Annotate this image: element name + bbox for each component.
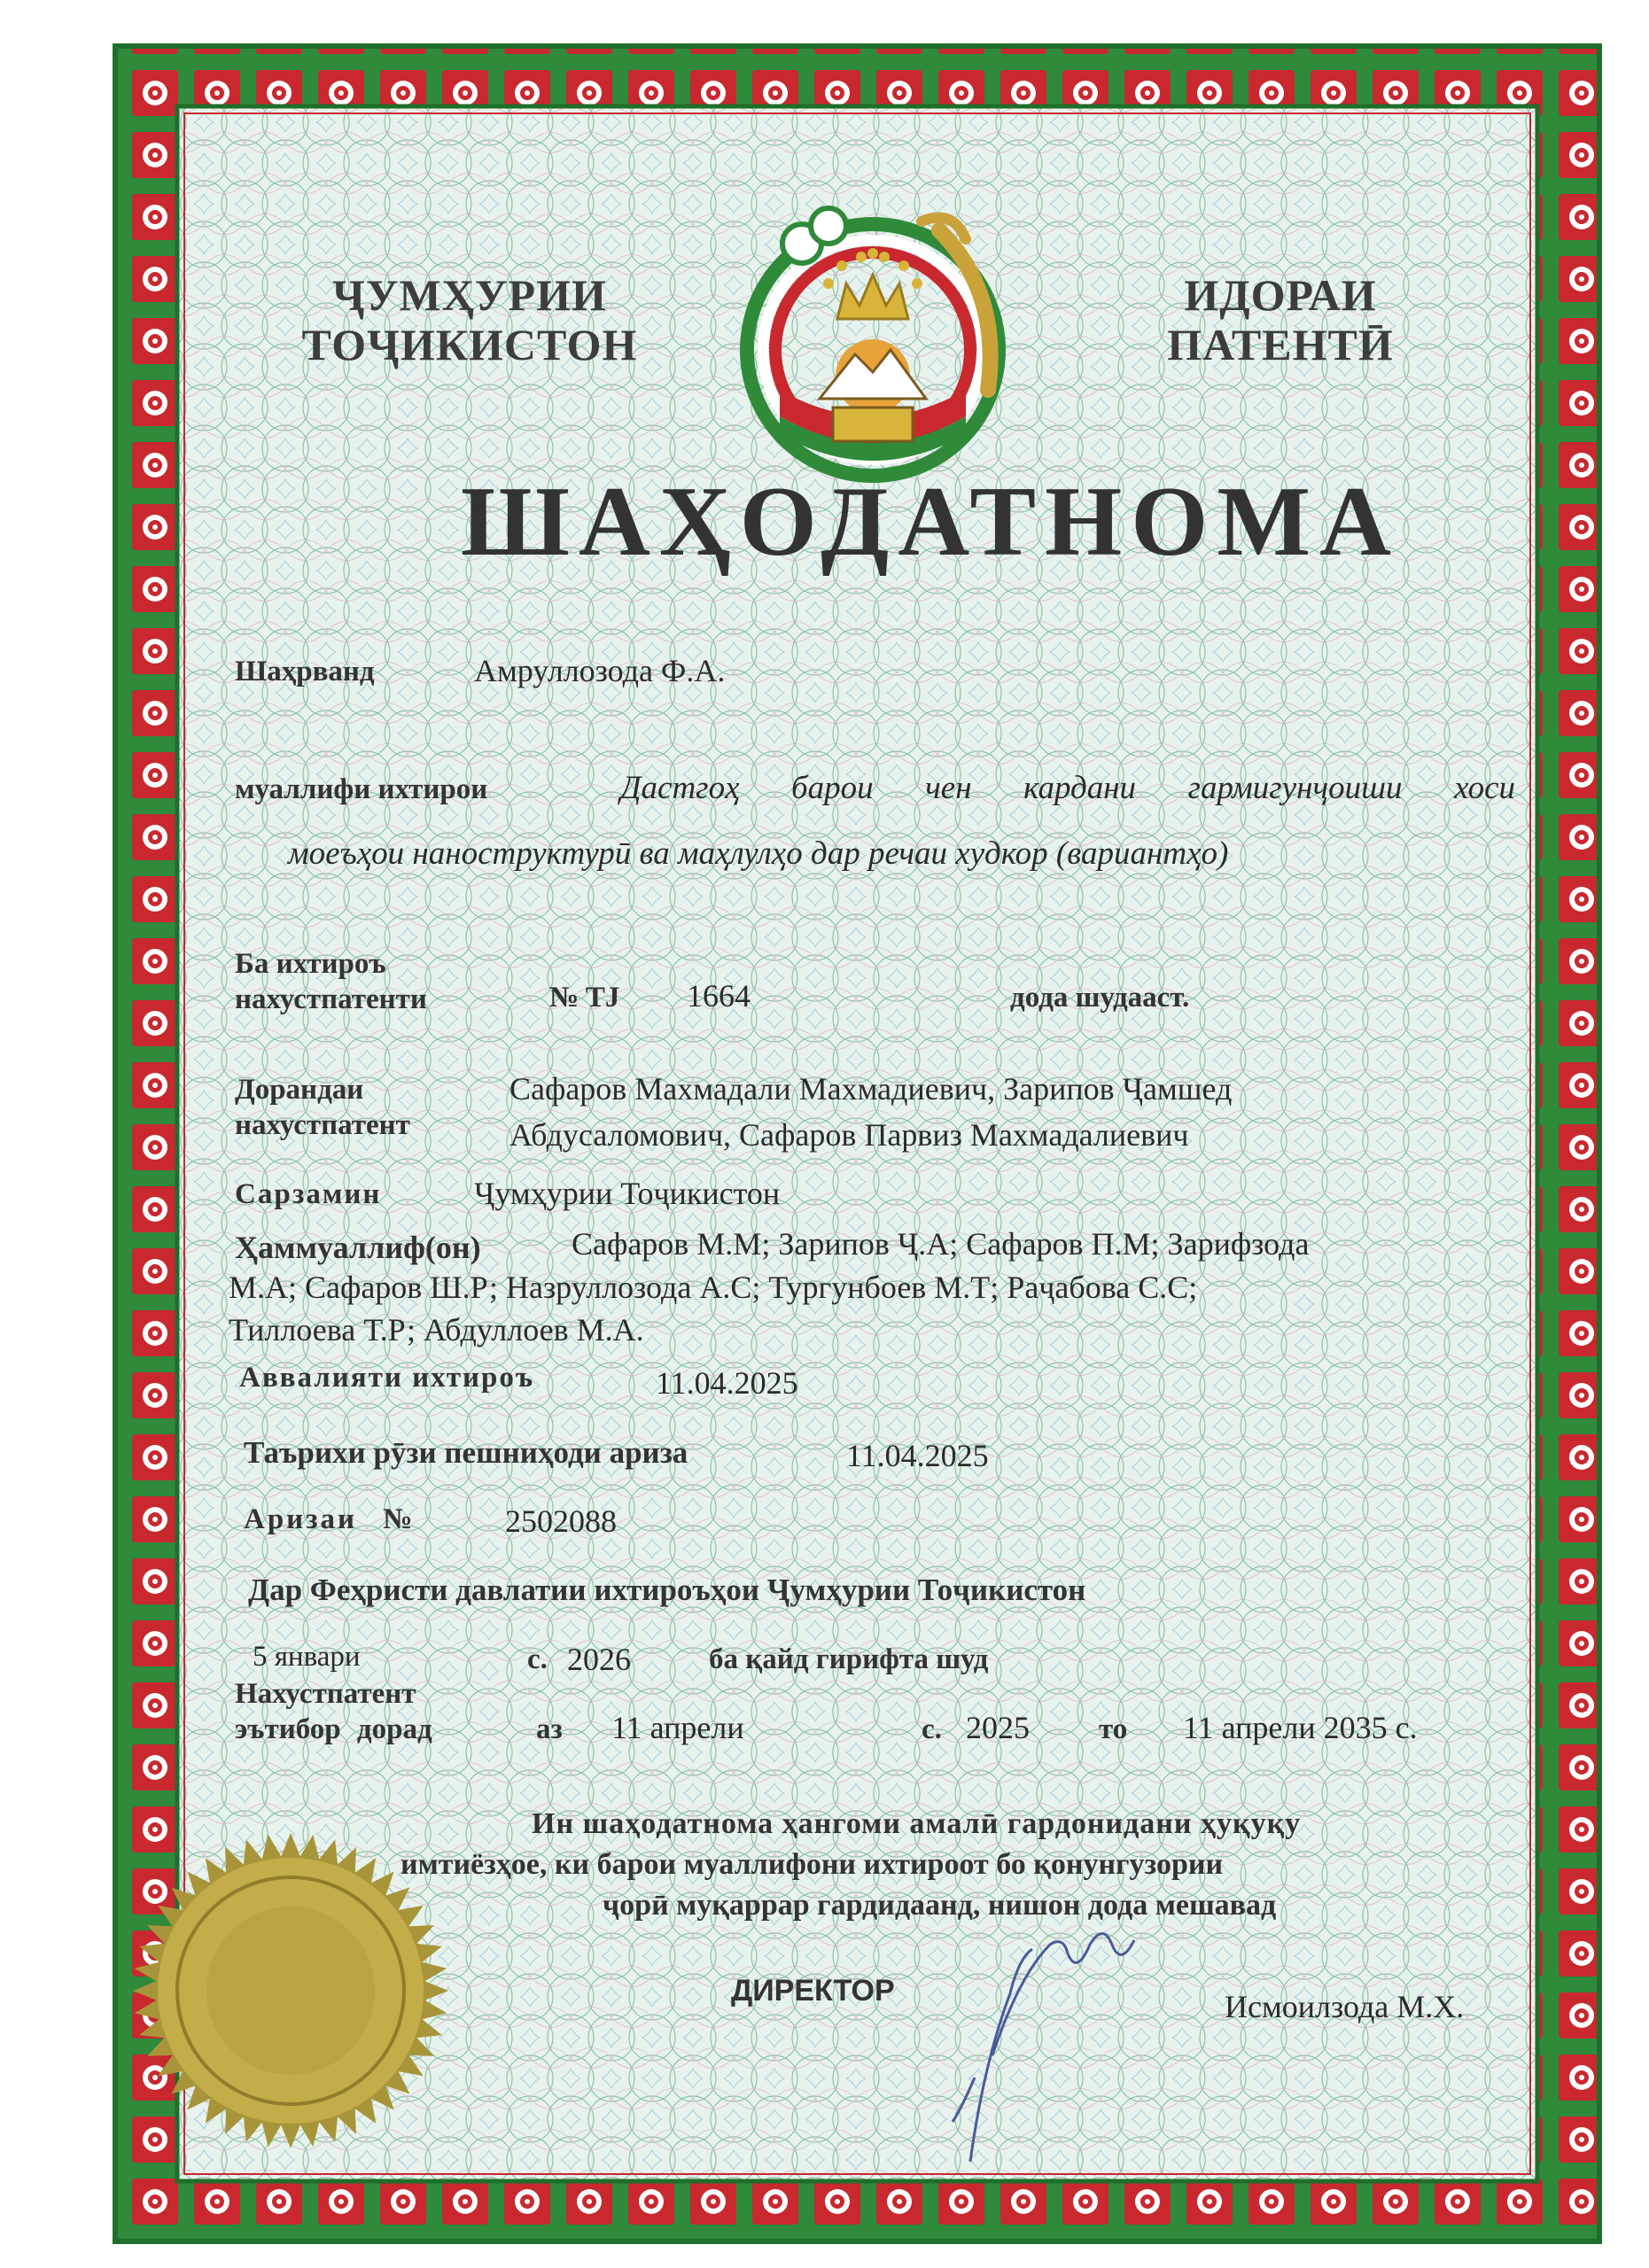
holders-line2: Абдусаломович, Сафаров Парвиз Махмадалиевич	[509, 1117, 1189, 1153]
registry-line: Дар Феҳристи давлатии ихтироъҳои Ҷумҳурии Тоҷикистон	[248, 1573, 1086, 1607]
holders-line1: Сафаров Махмадали Махмадиевич, Зарипов Ҷамшед	[509, 1071, 1233, 1107]
validity-label-line1: Нахустпатент	[235, 1678, 416, 1710]
patent-suffix: дода шудааст.	[1010, 982, 1190, 1014]
registry-year-prefix: с.	[527, 1643, 548, 1675]
coauthors-label: Ҳаммуаллиф(он)	[235, 1230, 481, 1265]
director-name: Исмоилзода М.Х.	[1225, 1989, 1465, 2024]
filing-label: Таърихи рӯзи пешниҳоди ариза	[244, 1435, 688, 1470]
registry-year: 2026	[567, 1642, 631, 1677]
validity-from-date: 11 апрели	[611, 1710, 744, 1745]
registry-day: 5 январи	[253, 1641, 361, 1673]
coauthors-line2: М.А; Сафаров Ш.Р; Назруллозода А.С; Тургунбоев М.Т; Раҷабова С.С;	[229, 1270, 1198, 1305]
notice-line2: имтиёзҳое, ки барои муаллифони ихтироот бо қонунгузории	[401, 1848, 1224, 1881]
country-label: Сарзамин	[235, 1178, 382, 1210]
holders-label	[235, 1072, 410, 1143]
registry-suffix: ба қайд гирифта шуд	[709, 1643, 989, 1675]
citizen-value: Амруллозода Ф.А.	[474, 653, 726, 688]
holders-label-line2: нахустпатент	[235, 1109, 410, 1141]
country-value: Ҷумҳурии Тоҷикистон	[474, 1176, 781, 1211]
notice-line3: ҷорӣ муқаррар гардидаанд, нишон дода мешавад	[603, 1889, 1277, 1922]
coauthors-line1: Сафаров М.М; Зарипов Ҷ.А; Сафаров П.М; Зарифзода	[572, 1226, 1310, 1262]
validity-to-word: то	[1099, 1713, 1128, 1745]
patent-number-prefix: № TJ	[549, 982, 620, 1014]
priority-label: Аввалияти ихтироъ	[239, 1362, 535, 1394]
header-left	[301, 270, 638, 369]
page-title: ШАҲОДАТНОМА	[461, 467, 1400, 577]
application-label: Аризаи №	[244, 1503, 416, 1535]
header-left-line2: ТОҶИКИСТОН	[301, 320, 638, 369]
header-left-line1: ҶУМҲУРИИ	[332, 270, 607, 320]
header-right	[1130, 270, 1431, 369]
invention-title-line2: моеъҳои наноструктурӣ ва маҳлулҳо дар речаи худкор (вариантҳо)	[288, 835, 1229, 872]
validity-label	[235, 1676, 432, 1747]
invention-label: муаллифи ихтирои	[235, 773, 488, 805]
notice-line1: Ин шаҳодатнома ҳангоми амалӣ гардонидани ҳуқуқу	[532, 1807, 1302, 1840]
invention-title-line1: Дастгоҳ барои чен кардани гармигунҷоиши хоси	[620, 770, 1515, 806]
citizen-label: Шаҳрванд	[235, 656, 375, 687]
coauthors-line3: Тиллоева Т.Р; Абдуллоев М.А.	[229, 1312, 644, 1348]
filing-value: 11.04.2025	[846, 1438, 989, 1473]
header-right-line2: ПАТЕНТӢ	[1167, 320, 1394, 369]
validity-to-date: 11 апрели 2035 с.	[1183, 1710, 1418, 1745]
holders-label-line1: Дорандаи	[235, 1074, 364, 1106]
patent-number: 1664	[687, 978, 751, 1014]
director-title: ДИРЕКТОР	[731, 1974, 895, 2008]
validity-year-prefix: с.	[922, 1713, 942, 1745]
application-value: 2502088	[505, 1503, 617, 1539]
patent-label-line2: нахустпатенти	[235, 983, 427, 1015]
validity-from-year: 2025	[966, 1710, 1030, 1745]
header-right-line1: ИДОРАИ	[1184, 270, 1377, 320]
priority-value: 11.04.2025	[656, 1365, 798, 1401]
patent-label	[235, 946, 427, 1017]
patent-label-line1: Ба ихтироъ	[235, 948, 386, 980]
validity-label-line2: эътибор дорад	[235, 1713, 432, 1745]
validity-from-word: аз	[536, 1713, 563, 1745]
